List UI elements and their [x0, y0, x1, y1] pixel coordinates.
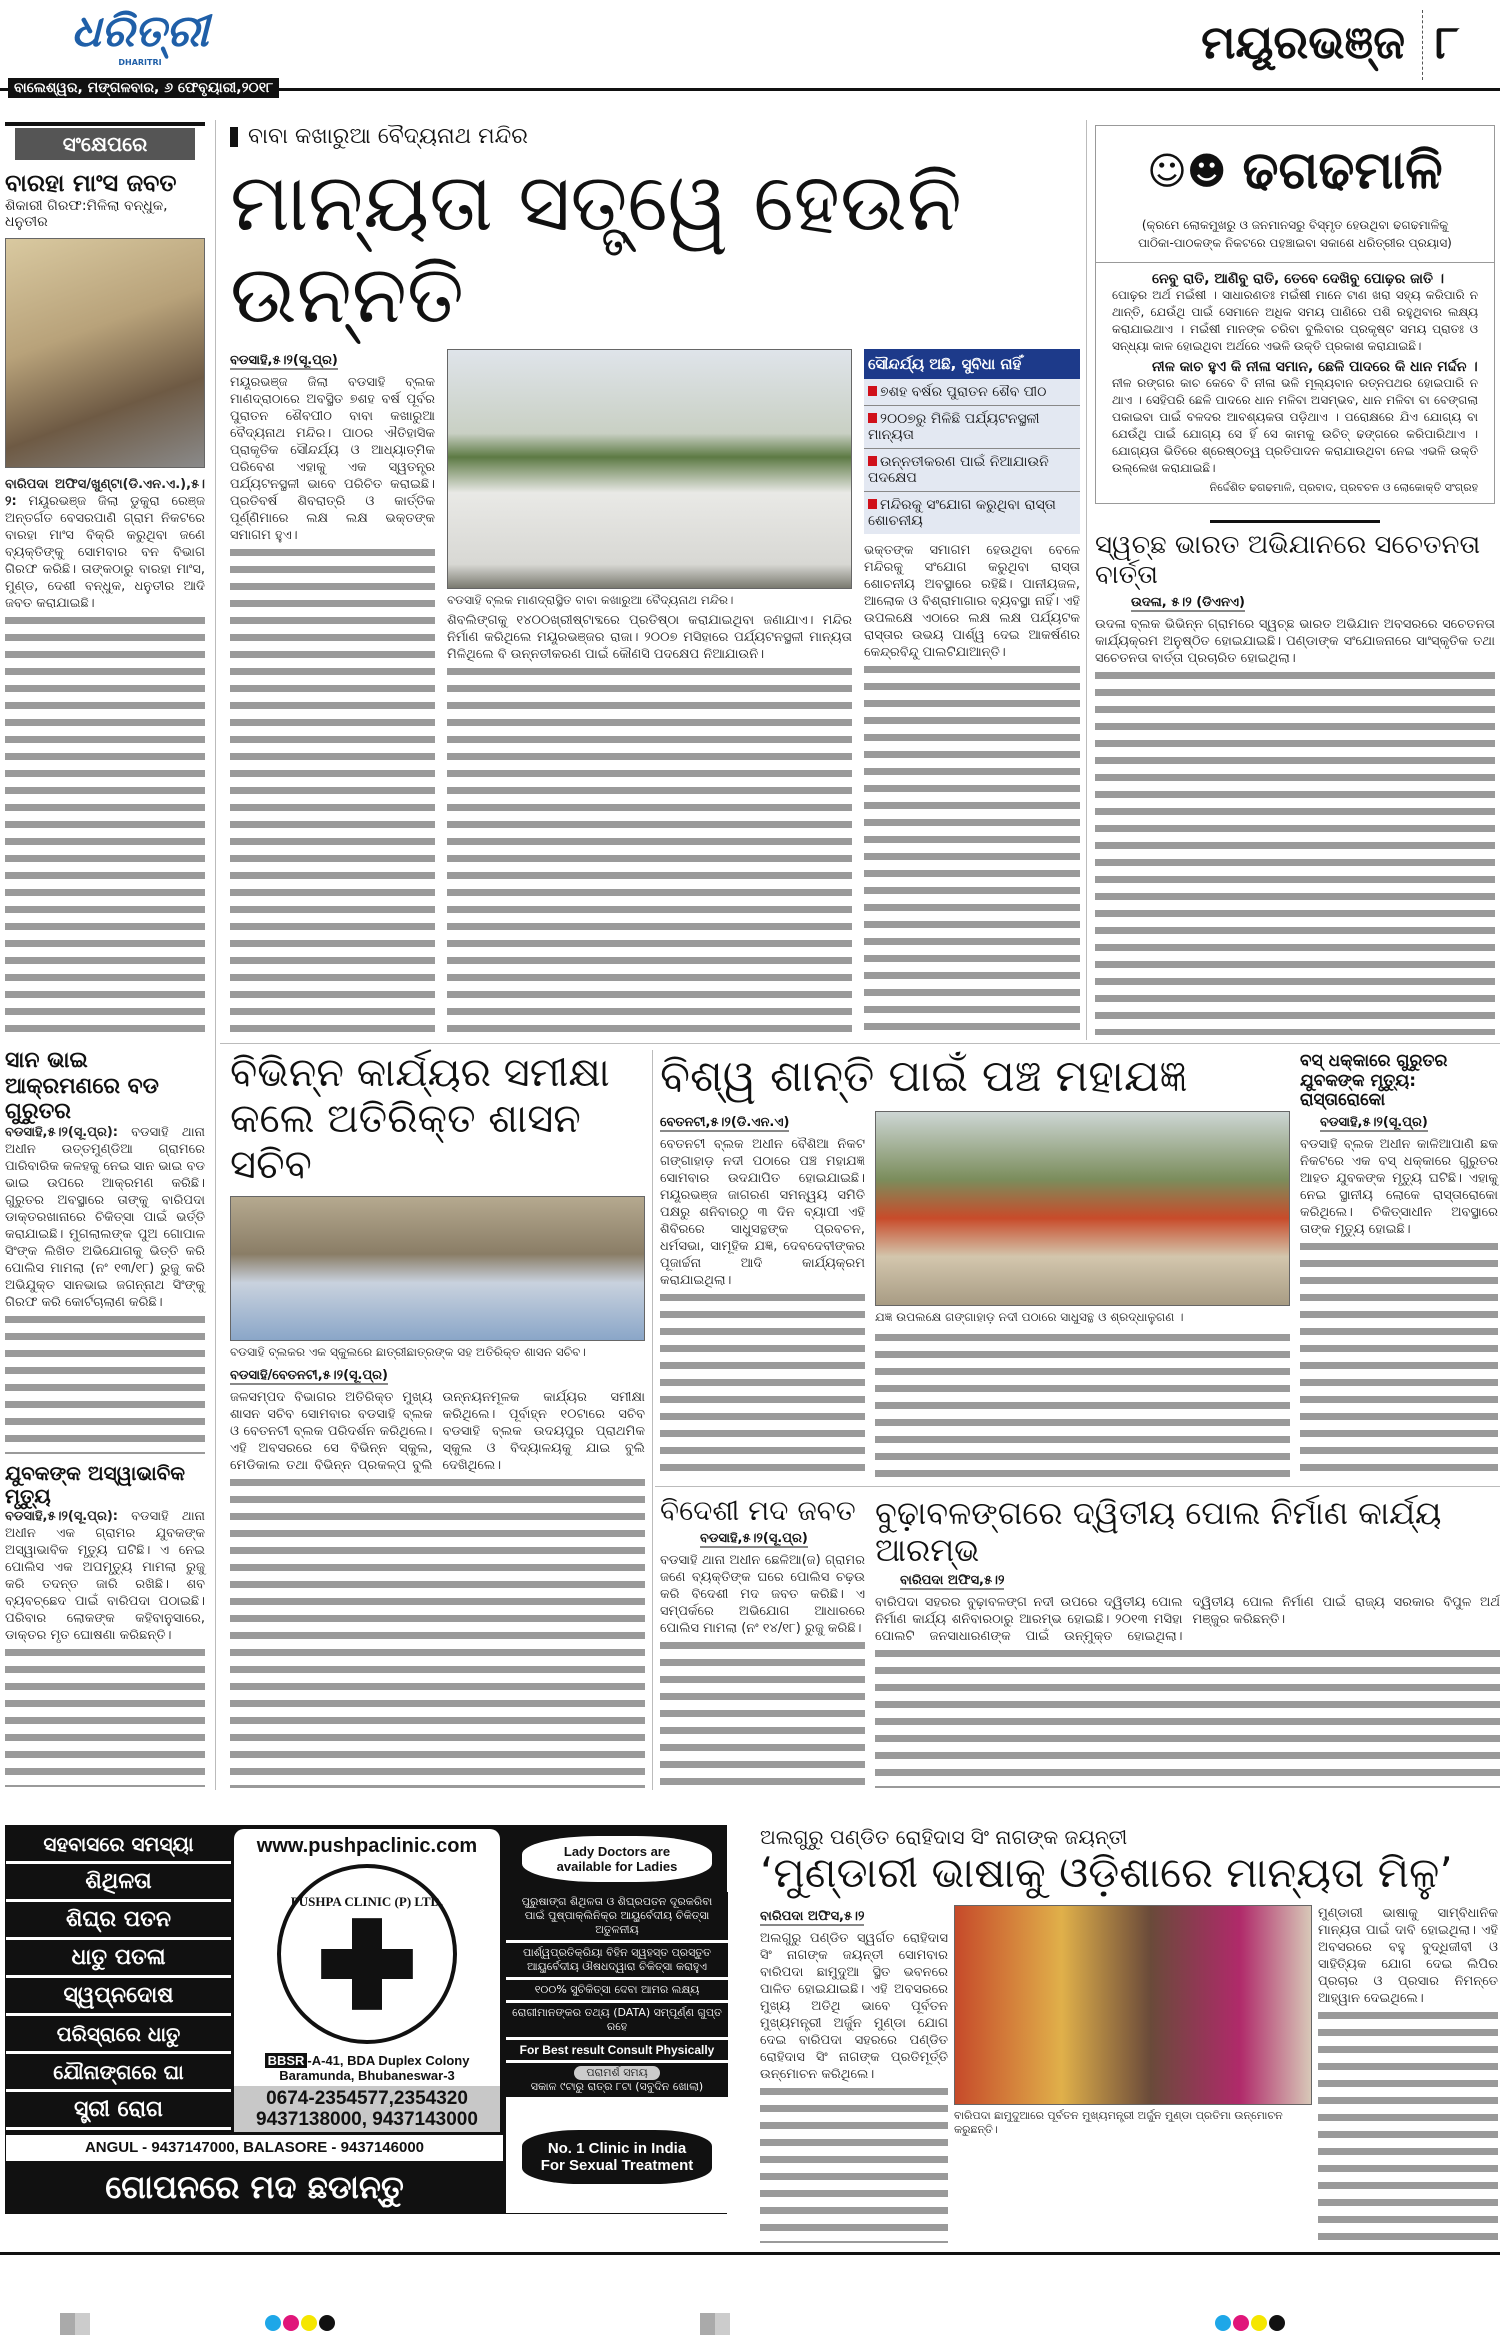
gray-swatch	[700, 2313, 730, 2335]
proverb-1: ନେବୁ ରାତି, ଆଣିବୁ ରାତି, ତେବେ ଦେଖିବୁ ପୋଢ଼ର ଜାତି ।	[1152, 271, 1445, 287]
text-filler	[875, 1329, 1290, 1480]
text-filler	[864, 661, 1080, 1036]
section-rule	[1210, 520, 1380, 523]
mundari-body-2: ମୁଣ୍ଡାରୀ ଭାଷାକୁ ସାମ୍ବିଧାନିକ ମାନ୍ୟତା ପାଇଁ ଦାବି ହୋଇଥିଲା। ଏହି ଅବସରରେ ବହୁ ବୁଦ୍ଧିଜୀବୀ ଓ ସାହିତ୍ୟିକ ଯୋଗ ଦେଇ ଲିପିର ପ୍ରଚାର ଓ ପ୍ରସାର ନିମନ୍ତେ ଆହ୍ୱାନ ଦେଇଥିଲେ।	[1318, 1906, 1498, 2007]
mundari-story	[760, 1825, 1498, 2243]
masthead-logo	[70, 6, 210, 68]
ad-timing: ପରାମର୍ଶ ସମୟ ସକାଳ ୯ଟାରୁ ରାତ୍ର ୮ଟା (ସବୁଦିନ ଖୋଲା)	[506, 2063, 728, 2100]
text-filler	[230, 1474, 645, 1788]
yajna-dateline: ବେତନଟୀ,୫।୨(ଡି.ଏନ.ଏ)	[660, 1114, 790, 1130]
dhaga-box	[1095, 125, 1495, 504]
section-title: ମୟୂରଭଞ୍ଜ	[1201, 15, 1405, 69]
text-filler	[1300, 1238, 1498, 1480]
text-filler	[5, 1311, 205, 1454]
brief-subhead: ଶିକାରୀ ଗିରଫ:ମିଳିଲା ବନ୍ଧୁକ, ଧନୁତୀର	[5, 197, 168, 230]
cmyk-dots	[1215, 2315, 1287, 2335]
ad-benefit: ପାର୍ଶ୍ୱପ୍ରତିକ୍ରିୟା ବିହିନ ସ୍ୱହସ୍ତ ପ୍ରସ୍ତୁତ ଆୟୁର୍ବେଦୀୟ ଔଷଧଦ୍ୱାରା ଚିକିତ୍ସା କରାହୁଏ	[506, 1943, 728, 1980]
mundari-photo-caption: ବାରିପଦା ଛାମୁଦୁଆରେ ପୂର୍ବତନ ମୁଖ୍ୟମନ୍ତ୍ରୀ ଅର୍ଜୁନ ମୁଣ୍ଡା ପ୍ରତିମା ଉନ୍ମୋଚନ କରୁଛନ୍ତି।	[954, 2109, 1283, 2137]
yajna-body: ବେତନଟୀ ବ୍ଲକ ଅଧୀନ ବୈଶିଆ ନିକଟ ଗଙ୍ଗାହାଡ଼ ନଦୀ ପଠାରେ ପଞ୍ଚ ମହାଯଜ୍ଞ ସୋମବାର ଉଦଯାପିତ ହୋଇଯାଇଛି। ମୟୂରଭଞ୍ଜ ଜାଗରଣ ସମନ୍ୱୟ ସମିତି ପକ୍ଷରୁ ଶନିବାରଠୁ ୩ ଦିନ ବ୍ୟାପୀ ଏହି ଶିବିରରେ ସାଧୁସନ୍ଥଙ୍କ ପ୍ରବଚନ, ଧର୍ମସଭା, ସାମୂହିକ ଯଜ୍ଞ, ଦେବଦେବୀଙ୍କର ପୂଜାର୍ଚ୍ଚନା ଆଦି କାର୍ଯ୍ୟକ୍ରମ କରାଯାଇଥିଲା।	[660, 1136, 865, 1288]
ad-item: ଶିଥିଳତା	[6, 1864, 231, 1902]
mundari-dateline: ବାରିପଦା ଅଫିସ,୫।୨	[760, 1909, 865, 1925]
meaning-2: ନୀଳ ରଙ୍ଗର କାଚ କେବେ ବି ନୀଳା ଭଳି ମୂଲ୍ୟବାନ ରତ୍ନପଥର ହୋଇପାରି ନ ଥାଏ । ସେହିପରି ଛେଳି ପାଦରେ ଧାନ ମଳିବା ଅସମ୍ଭବ, ଧାନ ମଳିବା ବା ବେଙ୍ଗଲା ପକାଇବା ପାଇଁ ବଳଦର ଆବଶ୍ୟକତା ପଡ଼ିଥାଏ । ପରୋକ୍ଷରେ ଯିଏ ଯୋଗ୍ୟ ବା ଯେଉଁଥି ପାଇଁ ଯୋଗ୍ୟ ସେ ହିଁ ସେ କାମକୁ ଉଚିତ୍ ଢଙ୍ଗରେ କରିପାରିଥାଏ । ଯୋଗ୍ୟତା ଭିତିରେ ଶ୍ରେଷ୍ଠତ୍ୱ ପ୍ରତିପାଦନ କରାଯାଉଥିବା ନେଇ ଏଭଳି ଉକ୍ତି ଉଲ୍ଲେଖ କରାଯାଇଛି।	[1112, 376, 1478, 475]
gray-swatch	[60, 2313, 90, 2335]
text-filler	[230, 544, 435, 1036]
factbox-item: ଉନ୍ନତୀକରଣ ପାଇଁ ନିଆଯାଉନି ପଦକ୍ଷେପ	[864, 449, 1080, 492]
ad-left-list	[6, 1826, 231, 2135]
lead-body-1: ମୟୂରଭଞ୍ଜ ଜିଲା ବଡସାହି ବ୍ଲକ ମାଣଦ୍ରାଠାରେ ଅବସ୍ଥିତ ୭ଶହ ବର୍ଷ ପୂର୍ବର ପୁରାତନ ଶୈବପୀଠ ବାବା କଖାରୁଆ ବୈଦ୍ୟନାଥ ମନ୍ଦିର। ପାଠର ଐତିହାସିକ ପ୍ରାକୃତିକ ସୌନ୍ଦର୍ଯ୍ୟ ଓ ଆଧ୍ୟାତ୍ମିକ ପରିବେଶ ଏହାକୁ ଏକ ସ୍ୱତନ୍ତ୍ର ପର୍ଯ୍ୟଟନସ୍ଥଳୀ ଭାବେ ପରିଚିତ କରାଇଛି। ପ୍ରତିବର୍ଷ ଶିବରାତ୍ରି ଓ କାର୍ତ୍ତିକ ପୂର୍ଣ୍ଣିମାରେ ଲକ୍ଷ ଲକ୍ଷ ଭକ୍ତଙ୍କ ସମାଗମ ହୁଏ।	[230, 375, 435, 543]
factbox-title: ସୌନ୍ଦର୍ଯ୍ୟ ଅଛି, ସୁବିଧା ନାହିଁ	[864, 349, 1080, 379]
lead-headline: ମାନ୍ୟତା ସତ୍ତ୍ୱେ ହେଉନି ଉନ୍ନତି	[230, 156, 962, 341]
page-number: ୮	[1435, 15, 1460, 69]
lead-story	[230, 124, 1080, 1036]
lead-body-2: ଶିବଲିଙ୍ଗକୁ ୧୪୦୦ଖ୍ରୀଷ୍ଟାବ୍ଦରେ ପ୍ରତିଷ୍ଠା କରାଯାଇଥିବା ଜଣାଯାଏ। ମନ୍ଦିର ନିର୍ମାଣ କରିଥିଲେ ମୟୂରଭଞ୍ଜର ରାଜା। ୨୦୦୭ ମସିହାରେ ପର୍ଯ୍ୟଟନସ୍ଥଳୀ ମାନ୍ୟତା ମିଳିଥିଲେ ବି ଉନ୍ନତୀକରଣ ପାଇଁ କୌଣସି ପଦକ୍ଷେପ ନିଆଯାଉନି।	[447, 613, 852, 662]
ad-website: www.pushpaclinic.com	[256, 1835, 478, 1857]
ad-center	[234, 1829, 500, 2132]
factbox-item: ମନ୍ଦିରକୁ ସଂଯୋଗ କରୁଥିବା ରାସ୍ତା ଶୋଚନୀୟ	[868, 497, 1056, 529]
liquor-story	[660, 1495, 865, 1788]
two-faces-icon: ☺☻	[1147, 149, 1227, 193]
text-filler	[5, 1644, 205, 1787]
ad-address: BBSR -A-41, BDA Duplex Colony Baramunda, Bhubaneswar-3	[234, 2050, 500, 2086]
cmyk-dots	[265, 2315, 337, 2335]
yajna-photo	[875, 1111, 1290, 1306]
proverb-2: ନୀଳ କାଚ ହୁଏ କି ନୀଳା ସମାନ, ଛେଳି ପାଦରେ କି ଧାନ ମର୍ଦ୍ଦନ ।	[1152, 359, 1478, 375]
yajna-story	[660, 1052, 1290, 1480]
yajna-photo-caption: ଯଜ୍ଞ ଉପଲକ୍ଷେ ଗଙ୍ଗାହାଡ଼ ନଦୀ ପଠାରେ ସାଧୁସନ୍ଥ ଓ ଶ୍ରଦ୍ଧାଳୁଗଣ ।	[875, 1309, 1184, 1324]
brief3-headline: ଯୁବକଙ୍କ ଅସ୍ୱାଭାବିକ ମୃତ୍ୟୁ	[5, 1461, 186, 1509]
text-filler	[760, 2083, 948, 2243]
liquor-dateline: ବଡସାହି,୫।୨(ସୂ.ପ୍ର)	[700, 1531, 808, 1547]
dhaga-title: ଢଗଢମାଳି	[1242, 140, 1443, 201]
ad-phone-panel: 0674-2354577,2354320 9437138000, 9437143000	[234, 2086, 500, 2132]
cross-icon	[317, 1914, 417, 2014]
row-rule	[220, 1043, 1500, 1044]
brief2-body: ବଡସାହି,୫।୨(ସୂ.ପ୍ର): ବଡସାହି ଥାନା ଅଧୀନ ଉତ୍ତମୁଣ୍ଡିଆ ଗ୍ରାମରେ ପାରିବାରିକ କଳହକୁ ନେଇ ସାନ ଭାଇ ବଡ ଭାଇ ଉପରେ ଆକ୍ରମଣ କରିଛି। ଗୁରୁତର ଅବସ୍ଥାରେ ତାଙ୍କୁ ବାରିପଦା ଡାକ୍ତରଖାନାରେ ଚିକିତ୍ସା ପାଇଁ ଭର୍ତ୍ତି କରାଯାଇଛି। ମୁଗଲାଲଙ୍କ ପୁଅ ଗୋପାଳ ସିଂଙ୍କ ଲିଖିତ ଅଭିଯୋଗକୁ ଭିତ୍ତି କରି ପୋଲିସ ମାମଲା (ନଂ ୧୩/୧୮) ରୁଜୁ କରି ଅଭିଯୁକ୍ତ ସାନଭାଇ ଜଗନ୍ନାଥ ସିଂଙ୍କୁ ଗିରଫ କରି କୋର୍ଟଚାଲାଣ କରିଛି।	[5, 1125, 205, 1311]
liquor-body: ବଡସାହି ଥାନା ଅଧୀନ ଛେଳିଆ(ଜ) ଗ୍ରାମର ଜଣେ ବ୍ୟକ୍ତିଙ୍କ ଘରେ ପୋଲିସ ଚଢ଼ଉ କରି ବିଦେଶୀ ମଦ ଜବତ କରିଛି। ଏ ସମ୍ପର୍କରେ ଅଭିଯୋଗ ଆଧାରରେ ପୋଲିସ ମାମଲା (ନଂ ୧୪/୧୮) ରୁଜୁ କରିଛି।	[660, 1553, 865, 1637]
swachh-headline: ସ୍ୱଚ୍ଛ ଭାରତ ଅଭିଯାନରେ ସଚେତନତା ବାର୍ତ୍ତା	[1095, 530, 1481, 590]
brief-headline: ବାରହା ମାଂସ ଜବତ	[5, 169, 177, 197]
lady-doctors-burst: Lady Doctors are available for Ladies	[506, 1826, 728, 1892]
left-column	[5, 122, 205, 1787]
brief3-body: ବଡସାହି,୫।୨(ସୂ.ପ୍ର): ବଡସାହି ଥାନା ଅଧୀନ ଏକ ଗ୍ରାମର ଯୁବକଙ୍କ ଅସ୍ୱାଭାବିକ ମୃତ୍ୟୁ ଘଟିଛି। ଏ ନେଇ ପୋଲିସ ଏକ ଅପମୃତ୍ୟୁ ମାମଲା ରୁଜୁ କରି ତଦନ୍ତ ଜାରି ରଖିଛି। ଶବ ବ୍ୟବଚ୍ଛେଦ ପାଇଁ ବାରିପଦା ପଠାଇଛି। ପରିବାର ଲୋକଙ୍କ କହିବାନୁସାରେ, ଡାକ୍ତର ମୃତ ଘୋଷଣା କରିଛନ୍ତି।	[5, 1509, 205, 1644]
bridge-body: ବାରିପଦା ସହରର ବୁଢ଼ାବଳଙ୍ଗ ନଦୀ ଉପରେ ଦ୍ୱିତୀୟ ପୋଲ ନିର୍ମାଣ କାର୍ଯ୍ୟ ଶନିବାରଠାରୁ ଆରମ୍ଭ ହୋଇଛି। ୨୦୧୩ ମସିହା ପୋଲଟି ଜନସାଧାରଣଙ୍କ ପାଇଁ ଉନ୍ମୁକ୍ତ ହୋଇଥିଲା। ଦ୍ୱିତୀୟ ପୋଲ ନିର୍ମାଣ ପାଇଁ ରାଜ୍ୟ ସରକାର ବିପୁଳ ଅର୍ଥ ମଞ୍ଜୁର କରିଛନ୍ତି।	[875, 1594, 1500, 1644]
meaning-1: ପୋଢ଼ର ଅର୍ଥ ମଇଁଷୀ । ସାଧାରଣତଃ ମଇଁଷୀ ମାନେ ଟାଣ ଖରା ସହ୍ୟ କରିପାରି ନ ଥାନ୍ତି, ଯେଉଁଥି ପାଇଁ ସେମାନେ ଅଧିକ ସମୟ ପାଣିରେ ପଶି ରହୁଥିବାର ଲକ୍ଷ୍ୟ କରାଯାଇଥାଏ । ମଇଁଷୀ ମାନଙ୍କ ଚରିବା ବୁଲିବାର ପ୍ରକୃଷ୍ଟ ସମୟ ପ୍ରାତଃ ଓ ସନ୍ଧ୍ୟା କାଳ ହୋଇଥିବା ଅର୍ଥରେ ଏଭଳି ଉକ୍ତି ପ୍ରକାଶ କରାଯାଇଛି।	[1112, 288, 1478, 353]
ad-benefit: ରୋଗୀମାନଙ୍କର ତଥ୍ୟ (DATA) ସମ୍ପୂର୍ଣ୍ଣ ଗୁପ୍ତ ରହେ	[506, 2003, 728, 2040]
lead-body-3: ଭକ୍ତଙ୍କ ସମାଗମ ହେଉଥିବା ବେଳେ ମନ୍ଦିରକୁ ସଂଯୋଗ କରୁଥିବା ରାସ୍ତା ଶୋଚନୀୟ ଅବସ୍ଥାରେ ରହିଛି। ପାନୀୟଜଳ, ଆଲୋକ ଓ ବିଶ୍ରାମାଗାର ବ୍ୟବସ୍ଥା ନାହିଁ। ଏହି ଉପଲକ୍ଷେ ଏଠାରେ ଲକ୍ଷ ଲକ୍ଷ ପର୍ଯ୍ୟଟକ ରାସ୍ତାର ଉଭୟ ପାର୍ଶ୍ୱ ଦେଇ ଆକର୍ଷଣର କେନ୍ଦ୍ରବିନ୍ଦୁ ପାଲଟିଯାଆନ୍ତି।	[864, 543, 1080, 660]
ad-item: ସହବାସରେ ସମସ୍ୟା	[6, 1826, 231, 1864]
factbox-item: ୭ଶହ ବର୍ଷର ପୁରାତନ ଶୈବ ପୀଠ	[864, 379, 1080, 406]
dhaga-intro: (କ୍ରମେ ଲୋକମୁଖରୁ ଓ ଜନମାନସରୁ ବିସ୍ମୃତ ହେଉଥିବା ଢଗଢମାଳିକୁ ପାଠିକା-ପାଠକଙ୍କ ନିକଟରେ ପହଞ୍ଚାଇବା ସକାଶେ ଧରିତ୍ରୀର ପ୍ରୟାସ)	[1096, 216, 1494, 263]
logo-text: ଧରିତ୍ରୀ	[71, 6, 209, 57]
brief-body: ବାରିପଦା ଅଫିସ/ଖୁଣ୍ଟା(ଡି.ଏନ.ଏ.),୫।୨: ମୟୂରଭଞ୍ଜ ଜିଲା ଡୁକୁରା ରେଞ୍ଜ ଅନ୍ତର୍ଗତ ବେସରପାଣି ଗ୍ରାମ ନିକଟରେ ବାରହା ମାଂସ ବିକ୍ରି କରୁଥିବା ଜଣେ ବ୍ୟକ୍ତିଙ୍କୁ ସୋମବାର ବନ ବିଭାଗ ଗିରଫ କରିଛି। ତାଙ୍କଠାରୁ ବାରହା ମାଂସ, ମୁଣ୍ଡ, ଦେଶୀ ବନ୍ଧୁକ, ଧନୁତୀର ଆଦି ଜବତ କରାଯାଇଛି।	[5, 476, 205, 611]
factbox	[864, 349, 1080, 534]
text-filler	[1095, 667, 1495, 1035]
no1-burst: No. 1 Clinic in India For Sexual Treatment	[506, 2100, 728, 2213]
ad-item: ସ୍ତ୍ରୀ ରୋଗ	[6, 2092, 231, 2130]
factbox-item: ୨୦୦୭ରୁ ମିଳିଛି ପର୍ଯ୍ୟଟନସ୍ଥଳୀ ମାନ୍ୟତା	[864, 406, 1080, 449]
swachh-body: ଉଦଳା ବ୍ଲକ ଭିଭିନ୍ନ ଗ୍ରାମରେ ସ୍ୱଚ୍ଛ ଭାରତ ଅଭିଯାନ ଅବସରରେ ସଚେତନତା କାର୍ଯ୍ୟକ୍ରମ ଅନୁଷ୍ଠିତ ହୋଇଯାଇଛି। ପଣ୍ଡାଙ୍କ ସଂଯୋଜନାରେ ସାଂସ୍କୃତିକ ତଥା ସଚେତନତା ବାର୍ତ୍ତା ପ୍ରଚାରିତ ହୋଇଥିଲା।	[1095, 616, 1495, 666]
bridge-dateline: ବାରିପଦା ଅଫିସ,୫।୨	[900, 1572, 1005, 1588]
review-headline-1: ବିଭିନ୍ନ କାର୍ଯ୍ୟର ସମୀକ୍ଷା	[230, 1050, 610, 1096]
lead-dateline: ବଡସାହି,୫।୨(ସୂ.ପ୍ର)	[230, 353, 338, 368]
registration-marks	[0, 2305, 1500, 2335]
review-photo-caption: ବଡସାହି ବ୍ଲକର ଏକ ସ୍କୁଲରେ ଛାତ୍ରୀଛାତ୍ରଙ୍କ ସହ ଅତିରିକ୍ତ ଶାସନ ସଚିବ।	[230, 1345, 586, 1359]
lead-kicker: ବାବା କଖାରୁଆ ବୈଦ୍ୟନାଥ ମନ୍ଦିର	[230, 124, 1080, 149]
pushpa-clinic-ad	[5, 1825, 727, 2214]
ad-tagline: ଗୋପନରେ ମଦ ଛଡାନ୍ତୁ	[105, 2168, 404, 2206]
review-photo-school	[230, 1196, 645, 1341]
column-rule	[1086, 120, 1087, 1040]
liquor-headline: ବିଦେଶୀ ମଦ ଜବତ	[660, 1494, 856, 1527]
footer-rule	[0, 2252, 1500, 2255]
bridge-story	[875, 1495, 1500, 1788]
ad-item: ସ୍ୱପ୍ନଦୋଷ	[6, 1978, 231, 2016]
review-body: ଜଳସମ୍ପଦ ବିଭାଗର ଅତିରିକ୍ତ ମୁଖ୍ୟ ଶାସନ ସଚିବ ସୋମବାର ବଡସାହି ବ୍ଲକ ଓ ବେତନଟୀ ବ୍ଲକ ପରିଦର୍ଶନ କରିଥିଲେ। ଏହି ଅବସରରେ ସେ ବିଭିନ୍ନ ସ୍କୁଲ, ମେଡିକାଲ ତଥା ବିଭିନ୍ନ ପ୍ରକଳ୍ପ ବୁଲି ଉନ୍ନୟନମୂଳକ କାର୍ଯ୍ୟର ସମୀକ୍ଷା କରିଥିଲେ। ପୂର୍ବାହ୍ନ ୧୦ଟାରେ ସଚିବ ବଡସାହି ବ୍ଲକ ଉଦୟପୁର ପ୍ରାଥମିକ ସ୍କୁଲ ଓ ବିଦ୍ୟାଳୟକୁ ଯାଇ ବୁଲି ଦେଖିଥିଲେ।	[230, 1390, 645, 1473]
ad-benefit: ୧୦୦% ସୁଚିକିତ୍ସା ଦେବା ଆମର ଲକ୍ଷ୍ୟ	[506, 1980, 728, 2003]
mundari-photo	[954, 1905, 1312, 2105]
bus-dateline: ବଡସାହି,୫।୨(ସୂ.ପ୍ର)	[1320, 1114, 1428, 1130]
ad-benefit: ପୁରୁଷାଙ୍ଗ ଶିଥିଳତା ଓ ଶିଘ୍ରପତନ ଦୂରକରିବା ପାଇଁ ପୁଷ୍ପାକ୍ଲିନିକ୍‌ର ଆୟୁର୍ବେଦୀୟ ଚିକିତ୍ସା ଅତୁଳନୀୟ	[506, 1892, 728, 1943]
clinic-seal: PUSHPA CLINIC (P) LTD.	[277, 1864, 457, 2044]
ad-branches: ANGUL - 9437147000, BALASORE - 9437146000	[6, 2135, 503, 2161]
column-rule	[652, 1050, 653, 1790]
brief2-headline: ସାନ ଭାଇ ଆକ୍ରମଣରେ ବଡ ଗୁରୁତର	[5, 1048, 159, 1124]
ad-best-result: For Best result Consult Physically	[506, 2040, 728, 2063]
review-headline-2: କଲେ ଅତିରିକ୍ତ ଶାସନ ସଚିବ	[230, 1096, 581, 1188]
mundari-headline: ‘ମୁଣ୍ଡାରୀ ଭାଷାକୁ ଓଡ଼ିଶାରେ ମାନ୍ୟତା ମିଳୁ’	[760, 1848, 1453, 1897]
bus-headline: ବସ୍ ଧକ୍କାରେ ଗୁରୁତର ଯୁବକଙ୍କ ମୃତ୍ୟୁ: ରାସ୍ତାରୋକୋ	[1300, 1051, 1448, 1111]
ad-item: ଧାତୁ ପତଳା	[6, 1940, 231, 1978]
brief-photo	[5, 238, 205, 468]
masthead-date: ବାଲେଶ୍ୱର, ମଙ୍ଗଳବାର, ୬ ଫେବୃୟାରୀ,୨୦୧୮	[8, 78, 279, 98]
mundari-kicker: ଅଲଗୁରୁ ପଣ୍ଡିତ ରୋହିଦାସ ସିଂ ନାଗଙ୍କ ଜୟନ୍ତୀ	[760, 1825, 1128, 1849]
mundari-body-1: ଅଲଗୁରୁ ପଣ୍ଡିତ ସ୍ୱର୍ଗତ ରୋହିଦାସ ସିଂ ନାଗଙ୍କ ଜୟନ୍ତୀ ସୋମବାର ବାରିପଦା ଛାମୁଦୁଆ ସ୍ଥିତ ଭବନରେ ପାଳିତ ହୋଇଯାଇଛି। ଏହି ଅବସରରେ ମୁଖ୍ୟ ଅତିଥି ଭାବେ ପୂର୍ବତନ ମୁଖ୍ୟମନ୍ତ୍ରୀ ଅର୍ଜୁନ ମୁଣ୍ଡା ଯୋଗ ଦେଇ ବାରିପଦା ସହରରେ ପଣ୍ଡିତ ରୋହିଦାସ ସିଂ ନାଗଙ୍କ ପ୍ରତିମୂର୍ତ୍ତି ଉନ୍ମୋଚନ କରିଥିଲେ।	[760, 1931, 948, 2083]
text-filler	[660, 1289, 865, 1480]
text-filler	[660, 1637, 865, 1788]
logo-sub: DHARITRI	[118, 58, 162, 67]
page-divider	[1422, 10, 1423, 80]
row-rule	[655, 1486, 1500, 1487]
ad-item: ପରିସ୍ରାରେ ଧାତୁ	[6, 2016, 231, 2054]
yajna-headline: ବିଶ୍ୱ ଶାନ୍ତି ପାଇଁ ପଞ୍ଚ ମହାଯଜ୍ଞ	[660, 1051, 1188, 1102]
dhaga-credit: ନିର୍ଦ୍ଦେଶିତ ଢଗଢମାଳି, ପ୍ରବାଦ, ପ୍ରବଚନ ଓ ଲୋକୋକ୍ତି ସଂଗ୍ରହ	[1209, 481, 1478, 494]
text-filler	[5, 612, 205, 1041]
text-filler	[447, 663, 852, 1036]
bus-story	[1300, 1052, 1498, 1480]
ad-right-col	[506, 1826, 728, 2213]
brief-label: ସଂକ୍ଷେପରେ	[5, 122, 205, 162]
text-filler	[1318, 2007, 1498, 2243]
ad-item: ଶିଘ୍ର ପତନ	[6, 1902, 231, 1940]
lead-photo-caption: ବଡସାହି ବ୍ଲକ ମାଣଦ୍ରାସ୍ଥିତ ବାବା କଖାରୁଆ ବୈଦ୍ୟନାଥ ମନ୍ଦିର।	[447, 593, 734, 607]
lead-photo-temple	[447, 349, 852, 589]
text-filler	[875, 1645, 1500, 1788]
swachh-dateline: ଉଦଳା, ୫।୨ (ଡିଏନଏ)	[1131, 594, 1245, 610]
review-dateline: ବଡସାହି/ବେତନଟୀ,୫।୨(ସୂ.ପ୍ର)	[230, 1368, 388, 1383]
review-story	[230, 1050, 645, 1788]
right-column	[1095, 125, 1495, 1035]
column-rule	[215, 120, 216, 1790]
ad-item: ଯୌନାଙ୍ଗରେ ଘା	[6, 2054, 231, 2092]
bridge-headline: ବୁଢ଼ାବଳଙ୍ଗରେ ଦ୍ୱିତୀୟ ପୋଲ ନିର୍ମାଣ କାର୍ଯ୍ୟ ଆରମ୍ଭ	[875, 1494, 1442, 1569]
bus-body: ବଡସାହି ବ୍ଲକ ଅଧୀନ କାଳିଆପାଣି ଛକ ନିକଟରେ ଏକ ବସ୍ ଧକ୍କାରେ ଗୁରୁତର ଆହତ ଯୁବକଙ୍କ ମୃତ୍ୟୁ ଘଟିଛି। ଏହାକୁ ନେଇ ସ୍ଥାନୀୟ ଲୋକେ ରାସ୍ତାରୋକୋ କରିଥିଲେ। ଚିକିତ୍ସାଧୀନ ଅବସ୍ଥାରେ ତାଙ୍କ ମୃତ୍ୟୁ ହୋଇଛି।	[1300, 1136, 1498, 1237]
